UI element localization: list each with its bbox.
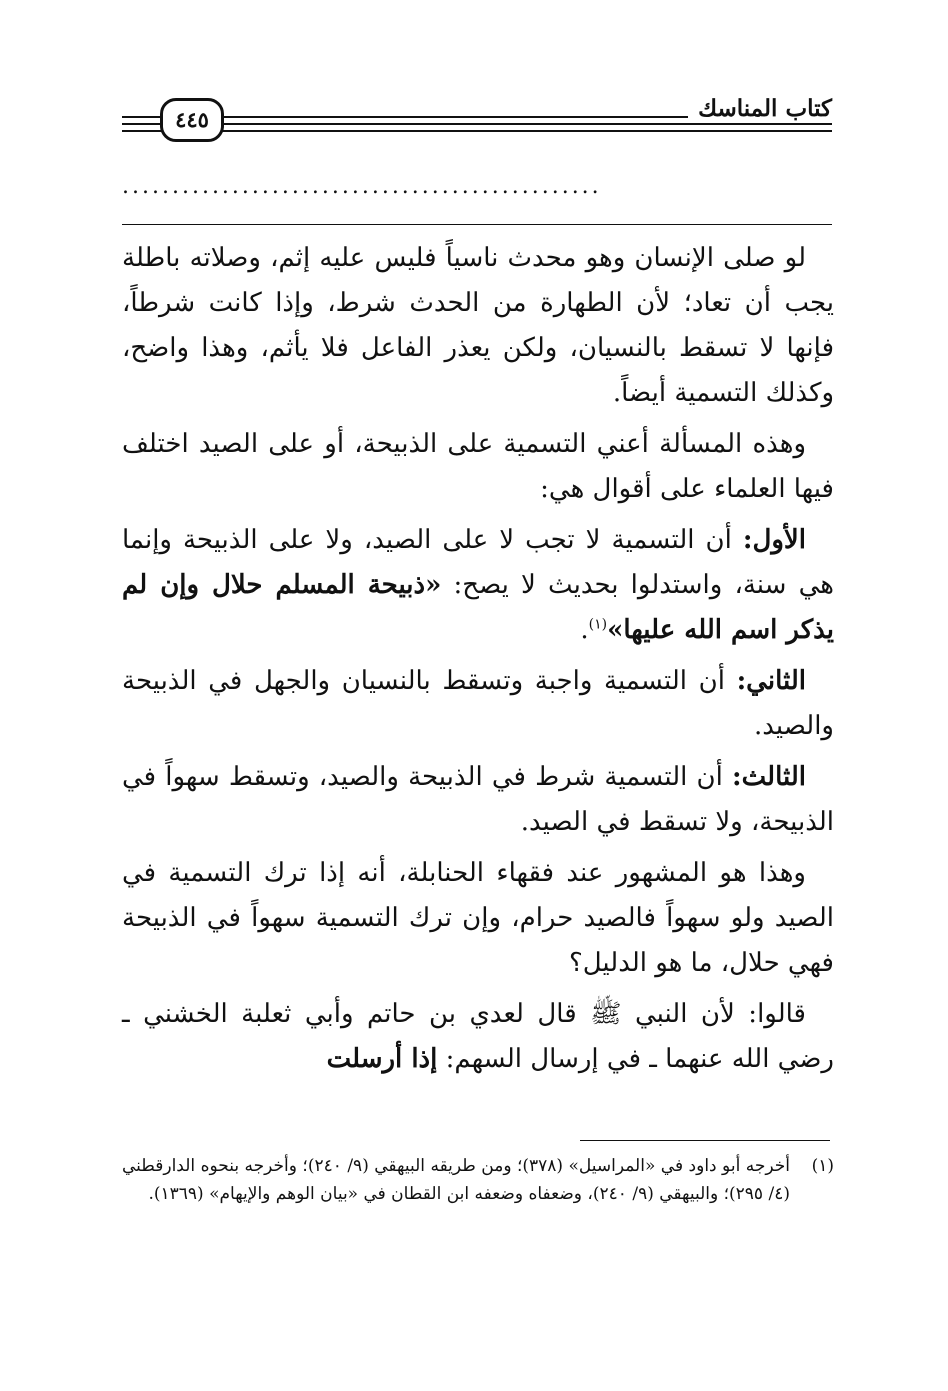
running-title: كتاب المناسك	[688, 96, 832, 122]
header-rule	[122, 123, 832, 125]
main-text	[122, 236, 834, 1088]
hadith-quote: إذا أرسلت	[326, 1044, 438, 1074]
paragraph-text: أن التسمية واجبة وتسقط بالنسيان والجهل في الذبيحة والصيد.	[122, 666, 834, 741]
paragraph	[122, 992, 834, 1082]
opinion-label: الثالث:	[732, 762, 806, 792]
opinion-label: الثاني:	[736, 666, 806, 696]
paragraph-text: قالوا: لأن النبي ﷺ قال لعدي بن حاتم وأبي ثعلبة الخشني ـ رضي الله عنهما ـ في إرسال السهم:	[122, 999, 834, 1074]
footnote-divider	[580, 1140, 830, 1141]
footnote-text: أخرجه أبو داود في «المراسيل» (٣٧٨)؛ ومن طريقه البيهقي (٩/ ٢٤٠)؛ وأخرجه بنحوه الدارقطني (٤/ ٢٩٥)؛ والبيهقي (٩/ ٢٤٠)، وضعفاه وضعفه ابن القطان في «بيان الوهم والإيهام» (١٣٦٩).	[122, 1156, 790, 1204]
footnote	[122, 1152, 834, 1208]
paragraph-text: أن التسمية شرط في الذبيحة والصيد، وتسقط سهواً في الذبيحة، ولا تسقط في الصيد.	[122, 762, 834, 837]
paragraph: وهذه المسألة أعني التسمية على الذبيحة، أو على الصيد اختلف فيها العلماء على أقوال هي:	[122, 429, 834, 504]
footnote-reference[interactable]: (١)	[588, 616, 608, 633]
paragraph-text: أن التسمية لا تجب لا على الصيد، ولا على الذبيحة وإنما هي سنة، واستدلوا بحديث لا يصح:	[122, 525, 834, 600]
paragraph: وهذا هو المشهور عند فقهاء الحنابلة، أنه إذا ترك التسمية في الصيد ولو سهواً فالصيد حرام، وإن ترك التسمية سهواً في الذبيحة فهي حلال، ما هو الدليل؟	[122, 858, 834, 978]
page-header	[122, 92, 832, 150]
paragraph-end: .	[580, 615, 589, 645]
top-divider	[122, 224, 832, 225]
header-rule	[122, 130, 832, 132]
hadith-quote: «ذبيحة المسلم حلال وإن لم يذكر اسم الله عليها»	[122, 570, 834, 645]
opinion-label: الأول:	[742, 525, 806, 555]
paragraph: لو صلى الإنسان وهو محدث ناسياً فليس عليه إثم، وصلاته باطلة يجب أن تعاد؛ لأن الطهارة من الحدث شرط، وإذا كانت شرطاً، فإنها لا تسقط بالنسيان، ولكن يعذر الفاعل فلا يأثم، وهذا واضح، وكذلك التسمية أيضاً.	[122, 243, 834, 408]
paragraph	[122, 659, 834, 749]
page-number: ٤٤٥	[160, 98, 224, 142]
separator-dots: ................................................	[122, 174, 602, 199]
footnote-number: (١)	[811, 1156, 834, 1176]
paragraph	[122, 518, 834, 653]
paragraph	[122, 755, 834, 845]
